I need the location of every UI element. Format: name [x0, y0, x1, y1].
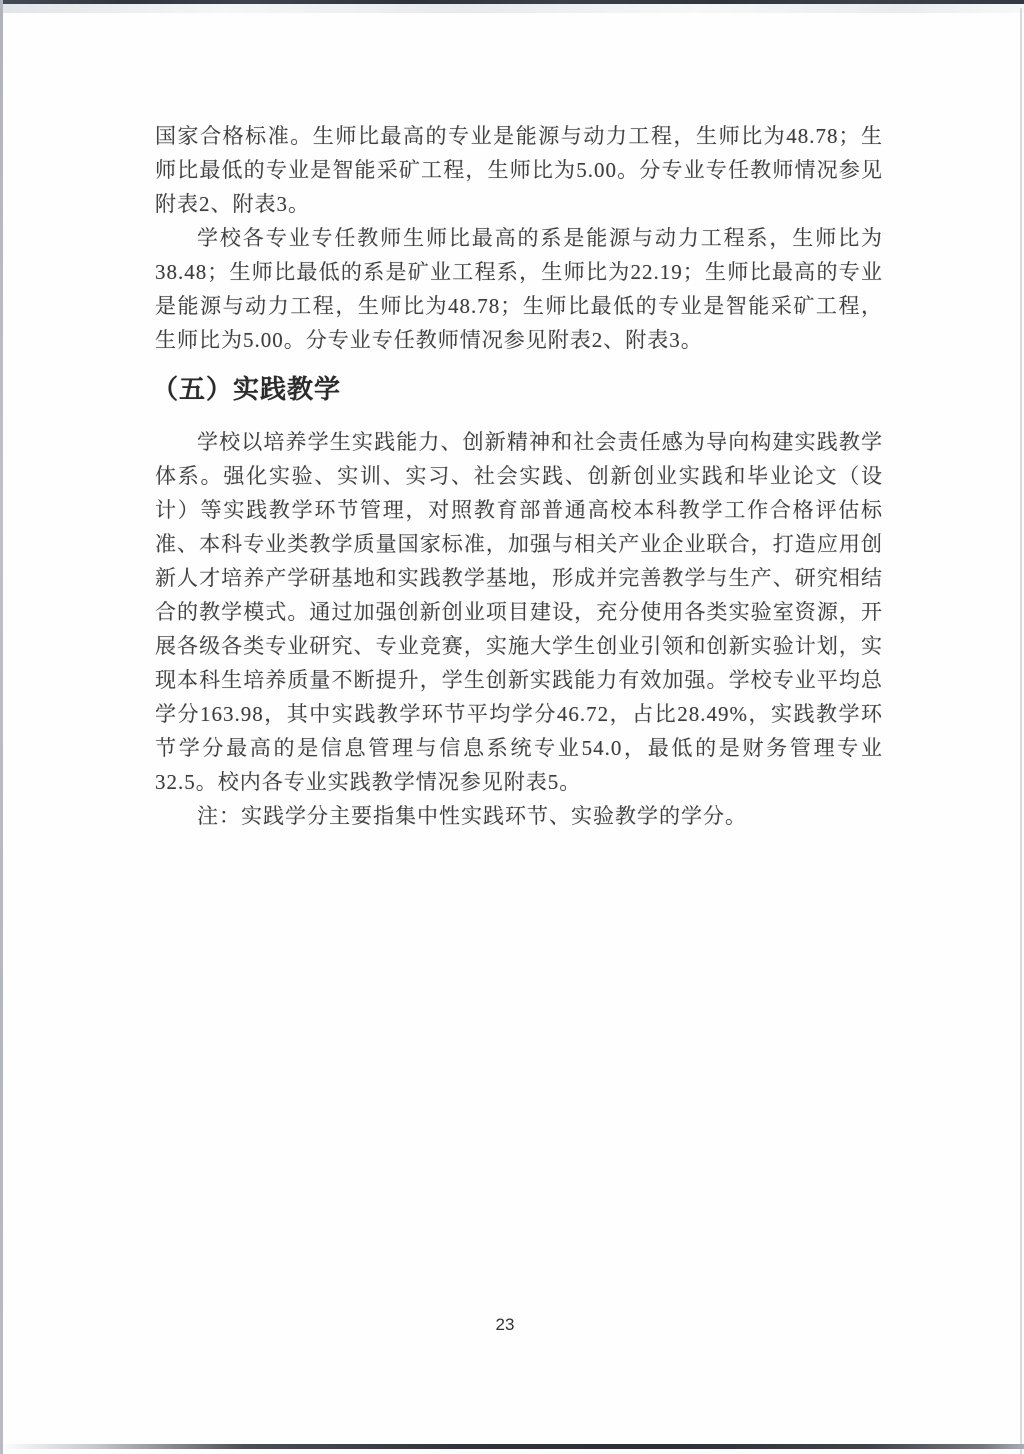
- paragraph-note: 注：实践学分主要指集中性实践环节、实验教学的学分。: [197, 804, 747, 828]
- scan-artifact-left-edge: [0, 0, 3, 1454]
- paragraph-standard-continuation: 国家合格标准。生师比最高的专业是能源与动力工程，生师比为48.78；生师比最低的专业是智能采矿工程，生师比为5.00。分专业专任教师情况参见附表2、附表3。: [155, 124, 883, 216]
- paragraph-teacher-student-ratio: 学校各专业专任教师生师比最高的系是能源与动力工程系，生师比为38.48；生师比最低的系是矿业工程系，生师比为22.19；生师比最高的专业是能源与动力工程，生师比为48.78；生师比最低的专业是智能采矿工程，生师比为5.00。分专业专任教师情况参见附表2、附表3。: [155, 226, 883, 352]
- page-number: 23: [495, 1315, 515, 1334]
- scan-artifact-top-edge: [0, 0, 1024, 4]
- section-heading-practice-teaching: （五）实践教学: [152, 374, 342, 404]
- scan-artifact-right-edge: [1020, 8, 1022, 1454]
- page-content: [152, 119, 883, 833]
- scan-artifact-bottom-edge: [0, 1444, 1024, 1449]
- paragraph-practice-teaching: 学校以培养学生实践能力、创新精神和社会责任感为导向构建实践教学体系。强化实验、实训、实习、社会实践、创新创业实践和毕业论文（设计）等实践教学环节管理，对照教育部普通高校本科教学工作合格评估标准、本科专业类教学质量国家标准，加强与相关产业企业联合，打造应用创新人才培养产学研基地和实践教学基地，形成并完善教学与生产、研究相结合的教学模式。通过加强创新创业项目建设，充分使用各类实验室资源，开展各级各类专业研究、专业竞赛，实施大学生创业引领和创新实验计划，实现本科生培养质量不断提升，学生创新实践能力有效加强。学校专业平均总学分163.98，其中实践教学环节平均学分46.72，占比28.49%，实践教学环节学分最高的是信息管理与信息系统专业54.0，最低的是财务管理专业32.5。校内各专业实践教学情况参见附表5。: [155, 430, 883, 794]
